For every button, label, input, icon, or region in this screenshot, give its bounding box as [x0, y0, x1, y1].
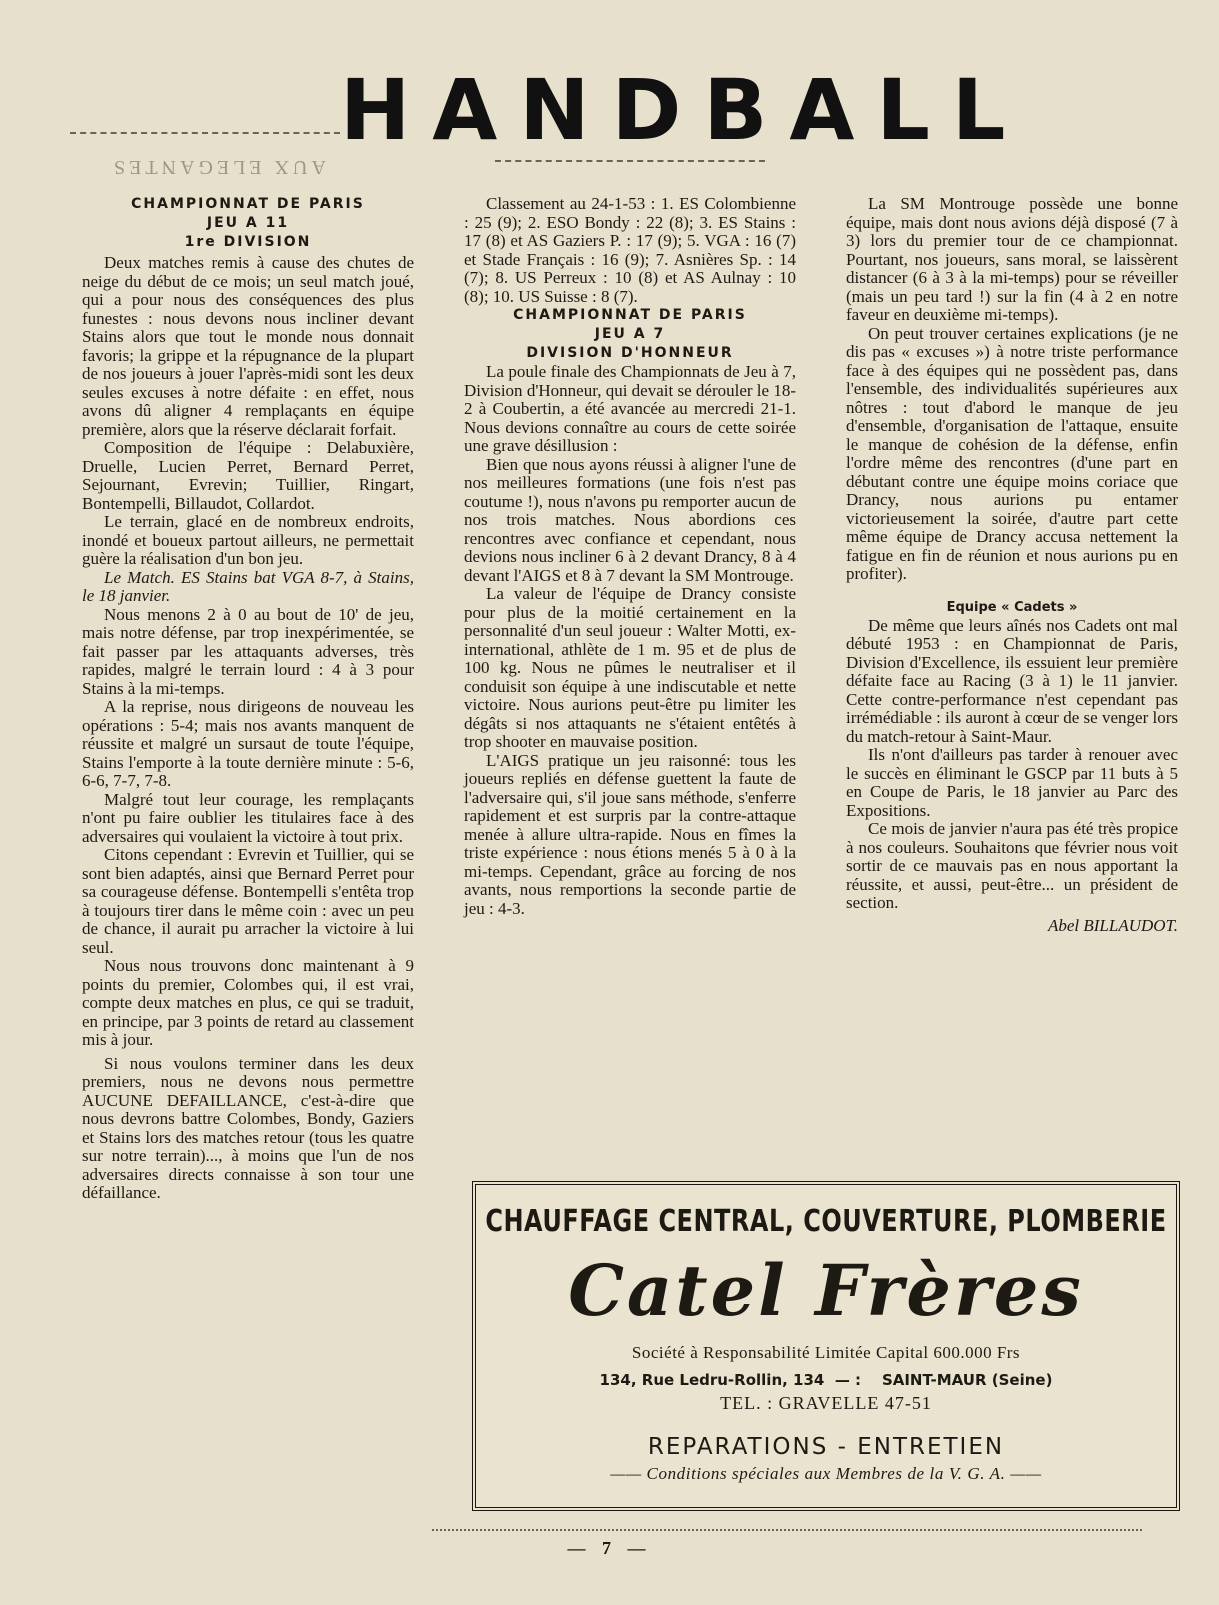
col2-heading-jeu: JEU A 7	[594, 326, 666, 342]
ad-headline: CHAUFFAGE CENTRAL, COUVERTURE, PLOMBERIE	[485, 1203, 1167, 1239]
column-2	[464, 195, 796, 918]
article-paragraph: Malgré tout leur courage, les remplaçants n'ont pu faire oublier les titulaires face à des adversaires qui voulaient la victoire à tout prix.	[82, 789, 414, 846]
article-paragraph: Deux matches remis à cause des chutes de neige du début de ce mois; un seul match joué, qui a pour nous des conséquences des plus funestes : nous devons nous incliner devant Stains alors que tout le monde nous donnait favoris; la grippe et la répugnance de la plupart de nos joueurs à jouer l'après-midi sont les deux seules excuses à notre défaite : en effet, nous avons dû aligner 4 remplaçants en équipe première, alors que la réserve déclarait forfait.	[82, 253, 414, 439]
bleed-through-stamp: AUX ELEGANTES	[110, 156, 326, 178]
article-paragraph: La SM Montrouge possède une bonne équipe, mais dont nous avions déjà disposé (7 à 3) lors du premier tour de ce championnat. Pourtant, nos joueurs, sans moral, se laissèrent distancer (6 à 3 à la mi-temps) pour se réveiller (mais un peu tard !) sur la fin (4 à 2 en notre faveur en deuxième mi-temps).	[846, 194, 1178, 324]
ad-conditions-text: Conditions spéciales aux Membres de la V. G. A.	[646, 1464, 1006, 1483]
article-paragraph: Le Match. ES Stains bat VGA 8-7, à Stains, le 18 janvier.	[82, 567, 414, 605]
column-1	[82, 195, 414, 1203]
page-title: HANDBALL	[340, 61, 1028, 159]
article-paragraph: On peut trouver certaines explications (je ne dis pas « excuses ») à notre triste performance face à des équipes qui ne possèdent pas, dans l'ensemble, des individualités supérieures aux nôtres : tout d'abord le manque de jeu d'ensemble, d'organisation de l'attaque, ensuite le manque de cohésion de la défense, enfin l'ordre même des rencontres (d'une part en débutant contre une équipe moins coriace que Drancy, nous aurions pu entamer victorieusement la soirée, d'autre part cette même équipe de Drancy accusa nettement la fatigue en fin de réunion et nous aurions pu en profiter).	[846, 323, 1178, 583]
col1-heading-jeu: JEU A 11	[206, 215, 290, 231]
col1-heading-division: 1re DIVISION	[184, 234, 312, 250]
article-paragraph: La valeur de l'équipe de Drancy consiste pour plus de la moitié certainement en la personnalité d'un seul joueur : Walter Motti, ex-international, athlète de 1 m. 95 et de plus de 100 kg. Nous ne pûmes le neutraliser et il conduisit son équipe à une indiscutable et nette victoire. Nous aurions peut-être pu limiter les dégâts si nos attaquants ne s'étaient entêtés à trop shooter en mauvaise position.	[464, 584, 796, 751]
article-paragraph: Ils n'ont d'ailleurs pas tarder à renouer avec le succès en éliminant le GSCP par 11 buts à 5 en Coupe de Paris, le 18 janvier au Parc des Expositions.	[846, 745, 1178, 820]
ad-phone: TEL. : GRAVELLE 47-51	[720, 1393, 932, 1413]
article-paragraph: Si nous voulons terminer dans les deux premiers, nous ne devons nous permettre AUCUNE DEFAILLANCE, c'est-à-dire que nous devrons battre Colombes, Bondy, Gaziers et Stains lors des matches retour (tous les quatre sur notre terrain)..., à moins que l'un de nos adversaires directs connaisse à son tour une défaillance.	[82, 1053, 414, 1202]
article-paragraph: L'AIGS pratique un jeu raisonné: tous les joueurs repliés en défense guettent la faute de l'adversaire qui, s'il joue sans méthode, s'enferre rapidement et est surpris par la contre-attaque menée à allure ultra-rapide. Nous en fîmes la triste expérience : nous étions menés 5 à 0 à la mi-temps. Cependant, grâce au forcing de nos avants, nous remportions la seconde partie de jeu : 4-3.	[464, 750, 796, 918]
article-paragraph: Citons cependant : Evrevin et Tuillier, qui se sont bien adaptés, ainsi que Bernard Perret pour sa courageuse défense. Bontempelli s'entêta trop à toujours tirer dans le même coin : avec un peu de chance, il aurait pu arracher la victoire à lui seul.	[82, 845, 414, 957]
advertisement-box	[472, 1181, 1180, 1511]
column-3	[846, 195, 1178, 935]
article-paragraph: Ce mois de janvier n'aura pas été très propice à nos couleurs. Souhaitons que février nous voit sortir de ce mauvais pas en nous apportant la réussite, et aussi, peut-être... un président de section.	[846, 819, 1178, 912]
ad-street: 134, Rue Ledru-Rollin, 134	[599, 1371, 825, 1389]
article-paragraph: Nous menons 2 à 0 au bout de 10' de jeu, mais notre défense, par trop inexpérimentée, se fait passer par les attaquants adverses, très rapides, malgré le terrain lourd : 4 à 3 pour Stains à la mi-temps.	[82, 604, 414, 698]
page-number: — 7 —	[567, 1538, 652, 1558]
title-rule-left	[70, 132, 340, 134]
article-paragraph: Composition de l'équipe : Delabuxière, Druelle, Lucien Perret, Bernard Perret, Sejournant, Evrevin; Tuillier, Ringart, Bontempelli, Billaudot, Collardot.	[82, 438, 414, 513]
ad-dash-left: ——	[610, 1464, 647, 1483]
article-paragraph: Bien que nous ayons réussi à aligner l'une de nos meilleures formations (une fois n'est pas coutume !), nous n'avons pu remporter aucun de nos trois matches. Nous abordions ces rencontres avec confiance et cependant, nous devions nous incliner 6 à 2 devant Drancy, 8 à 4 devant l'AIGS et 8 à 7 devant la SM Montrouge.	[464, 454, 796, 585]
col1-heading-championnat: CHAMPIONNAT DE PARIS	[131, 196, 365, 212]
ad-services: REPARATIONS - ENTRETIEN	[647, 1434, 1005, 1460]
ad-city: SAINT-MAUR (Seine)	[881, 1371, 1053, 1389]
ad-brand-name: Catel Frères	[568, 1249, 1084, 1332]
cadets-heading: Equipe « Cadets »	[946, 599, 1078, 615]
col2-heading-championnat: CHAMPIONNAT DE PARIS	[513, 307, 747, 323]
ad-address	[476, 1371, 1176, 1389]
col2-heading-division: DIVISION D'HONNEUR	[526, 345, 734, 361]
article-paragraph: A la reprise, nous dirigeons de nouveau les opérations : 5-4; mais nos avants manquent de réussite et malgré un sursaut de toute l'équipe, Stains l'emporte à la toute dernière minute : 5-6, 6-6, 7-7, 7-8.	[82, 697, 414, 790]
footer-rule	[432, 1529, 1142, 1531]
ad-separator: — :	[829, 1371, 877, 1389]
standings-paragraph: Classement au 24-1-53 : 1. ES Colombienne : 25 (9); 2. ESO Bondy : 22 (8); 3. ES Stains : 17 (8) et AS Gaziers P. : 17 (9); 5. VGA : 16 (7) et Stade Français : 16 (9); 7. Asnières Sp. : 14 (7); 8. US Perreux : 10 (8) et AS Aulnay : 10 (8); 10. US Suisse : 8 (7).	[464, 194, 796, 306]
ad-dash-right: ——	[1005, 1464, 1042, 1483]
ad-conditions	[476, 1464, 1176, 1484]
article-paragraph: De même que leurs aînés nos Cadets ont mal débuté 1953 : en Championnat de Paris, Division d'Excellence, ils essuient leur première défaite face au Racing (3 à 1) le 11 janvier. Cette contre-performance n'est cependant pas irrémédiable : ils auront à cœur de se venger lors du match-retour à Saint-Maur.	[846, 615, 1178, 746]
ad-company-info: Société à Responsabilité Limitée Capital 600.000 Frs	[631, 1343, 1021, 1362]
title-rule-right	[495, 160, 765, 162]
article-paragraph: Le terrain, glacé en de nombreux endroits, inondé et boueux partout ailleurs, ne permettait guère la réalisation d'un bon jeu.	[82, 512, 414, 568]
author-signature: Abel BILLAUDOT.	[1047, 915, 1178, 935]
article-paragraph: La poule finale des Championnats de Jeu à 7, Division d'Honneur, qui devait se dérouler le 18-2 à Coubertin, a été avancée au mercredi 21-1. Nous devions connaître au cours de cette soirée une grave désillusion :	[464, 362, 796, 455]
article-paragraph: Nous nous trouvons donc maintenant à 9 points du premier, Colombes qui, il est vrai, compte deux matches en plus, ce qui se traduit, en principe, par 3 points de retard au classement mis à jour.	[82, 956, 414, 1049]
